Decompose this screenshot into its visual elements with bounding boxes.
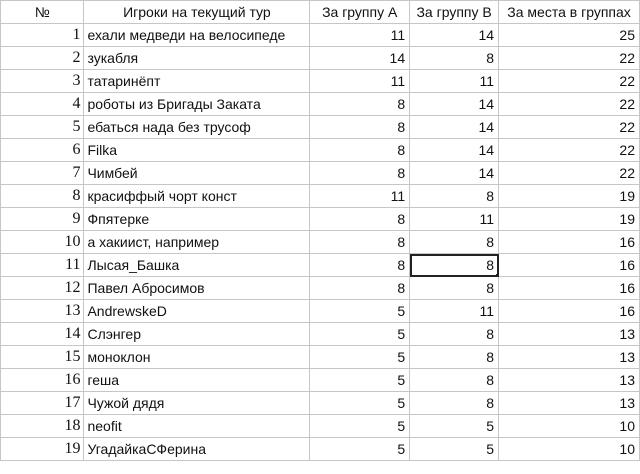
cell-num[interactable]: 16 — [1, 369, 84, 392]
table-row — [1, 162, 640, 185]
cell-total[interactable]: 13 — [499, 346, 640, 369]
cell-num[interactable]: 6 — [1, 139, 84, 162]
active-cell[interactable]: 8 — [410, 254, 499, 277]
cell-group-b[interactable]: 8 — [410, 277, 499, 300]
table-row — [1, 438, 640, 461]
cell-group-b[interactable]: 5 — [410, 438, 499, 461]
cell-player-name[interactable]: neofit — [84, 415, 310, 438]
cell-group-b[interactable]: 14 — [410, 24, 499, 47]
cell-num[interactable]: 13 — [1, 300, 84, 323]
table-row — [1, 369, 640, 392]
cell-group-b[interactable]: 11 — [410, 208, 499, 231]
cell-player-name[interactable]: Фпятерке — [84, 208, 310, 231]
cell-group-a[interactable]: 11 — [310, 70, 410, 93]
header-cell-group-a[interactable]: За группу А — [310, 1, 410, 24]
table-row — [1, 415, 640, 438]
cell-num[interactable]: 1 — [1, 24, 84, 47]
header-cell-players[interactable]: Игроки на текущий тур — [84, 1, 310, 24]
cell-group-a[interactable]: 8 — [310, 139, 410, 162]
table-row — [1, 139, 640, 162]
cell-total[interactable]: 13 — [499, 323, 640, 346]
table-row — [1, 346, 640, 369]
cell-group-b[interactable]: 8 — [410, 392, 499, 415]
table-row — [1, 70, 640, 93]
cell-num[interactable]: 11 — [1, 254, 84, 277]
cell-num[interactable]: 19 — [1, 438, 84, 461]
cell-group-a[interactable]: 5 — [310, 300, 410, 323]
cell-group-a[interactable]: 5 — [310, 346, 410, 369]
cell-group-a[interactable]: 8 — [310, 208, 410, 231]
cell-total[interactable]: 16 — [499, 231, 640, 254]
cell-player-name[interactable]: Чимбей — [84, 162, 310, 185]
cell-group-b[interactable]: 11 — [410, 70, 499, 93]
cell-group-a[interactable]: 8 — [310, 162, 410, 185]
cell-player-name[interactable]: ебаться нада без трусоф — [84, 116, 310, 139]
cell-total[interactable]: 16 — [499, 254, 640, 277]
cell-total[interactable]: 10 — [499, 415, 640, 438]
cell-group-a[interactable]: 5 — [310, 415, 410, 438]
cell-group-a[interactable]: 8 — [310, 93, 410, 116]
cell-total[interactable]: 13 — [499, 369, 640, 392]
header-row — [1, 1, 640, 24]
header-cell-num[interactable]: № — [1, 1, 84, 24]
cell-player-name[interactable]: красиффый чорт конст — [84, 185, 310, 208]
cell-num[interactable]: 2 — [1, 47, 84, 70]
cell-num[interactable]: 12 — [1, 277, 84, 300]
cell-total[interactable]: 22 — [499, 70, 640, 93]
cell-total[interactable]: 16 — [499, 300, 640, 323]
cell-num[interactable]: 18 — [1, 415, 84, 438]
cell-group-b[interactable]: 8 — [410, 346, 499, 369]
cell-total[interactable]: 22 — [499, 162, 640, 185]
cell-total[interactable]: 22 — [499, 47, 640, 70]
table-row — [1, 185, 640, 208]
cell-num[interactable]: 9 — [1, 208, 84, 231]
cell-num[interactable]: 15 — [1, 346, 84, 369]
cell-group-b[interactable]: 14 — [410, 162, 499, 185]
cell-num[interactable]: 3 — [1, 70, 84, 93]
table-row — [1, 254, 640, 277]
cell-total[interactable]: 19 — [499, 208, 640, 231]
cell-player-name[interactable]: а хакиист, например — [84, 231, 310, 254]
cell-group-b[interactable]: 11 — [410, 300, 499, 323]
cell-player-name[interactable]: Чужой дядя — [84, 392, 310, 415]
cell-num[interactable]: 7 — [1, 162, 84, 185]
cell-player-name[interactable]: Павел Абросимов — [84, 277, 310, 300]
cell-group-a[interactable]: 5 — [310, 392, 410, 415]
cell-group-b[interactable]: 8 — [410, 231, 499, 254]
header-cell-group-b[interactable]: За группу В — [410, 1, 499, 24]
table-row — [1, 93, 640, 116]
cell-num[interactable]: 4 — [1, 93, 84, 116]
cell-total[interactable]: 22 — [499, 116, 640, 139]
cell-total[interactable]: 13 — [499, 392, 640, 415]
cell-group-b[interactable]: 14 — [410, 93, 499, 116]
table-row — [1, 392, 640, 415]
cell-group-b[interactable]: 8 — [410, 47, 499, 70]
cell-total[interactable]: 10 — [499, 438, 640, 461]
cell-group-a[interactable]: 14 — [310, 47, 410, 70]
cell-group-b[interactable]: 8 — [410, 323, 499, 346]
cell-group-a[interactable]: 8 — [310, 277, 410, 300]
cell-group-a[interactable]: 11 — [310, 185, 410, 208]
cell-total[interactable]: 16 — [499, 277, 640, 300]
table-row — [1, 323, 640, 346]
cell-num[interactable]: 10 — [1, 231, 84, 254]
cell-player-name[interactable]: ехали медведи на велосипеде — [84, 24, 310, 47]
cell-num[interactable]: 5 — [1, 116, 84, 139]
cell-group-b[interactable]: 5 — [410, 415, 499, 438]
cell-total[interactable]: 25 — [499, 24, 640, 47]
cell-num[interactable]: 8 — [1, 185, 84, 208]
table-row — [1, 24, 640, 47]
table-row — [1, 300, 640, 323]
table-row — [1, 277, 640, 300]
cell-player-name[interactable]: зукабля — [84, 47, 310, 70]
cell-group-b[interactable]: 8 — [410, 185, 499, 208]
cell-group-b[interactable]: 14 — [410, 116, 499, 139]
cell-group-a[interactable]: 11 — [310, 24, 410, 47]
cell-group-a[interactable]: 5 — [310, 438, 410, 461]
cell-group-b[interactable]: 14 — [410, 139, 499, 162]
cell-player-name[interactable]: татаринёпт — [84, 70, 310, 93]
cell-total[interactable]: 22 — [499, 139, 640, 162]
cell-player-name[interactable]: Filka — [84, 139, 310, 162]
cell-player-name[interactable]: Лысая_Башка — [84, 254, 310, 277]
cell-player-name[interactable]: AndrewskeD — [84, 300, 310, 323]
cell-player-name[interactable]: УгадайкаСФерина — [84, 438, 310, 461]
cell-num[interactable]: 17 — [1, 392, 84, 415]
cell-player-name[interactable]: роботы из Бригады Заката — [84, 93, 310, 116]
cell-group-a[interactable]: 5 — [310, 369, 410, 392]
cell-num[interactable]: 14 — [1, 323, 84, 346]
header-cell-total[interactable]: За места в группах — [499, 1, 640, 24]
table-row — [1, 231, 640, 254]
cell-total[interactable]: 19 — [499, 185, 640, 208]
cell-group-a[interactable]: 8 — [310, 254, 410, 277]
cell-group-a[interactable]: 5 — [310, 323, 410, 346]
cell-total[interactable]: 22 — [499, 93, 640, 116]
table-row — [1, 47, 640, 70]
cell-player-name[interactable]: геша — [84, 369, 310, 392]
cell-group-a[interactable]: 8 — [310, 116, 410, 139]
table-row — [1, 208, 640, 231]
cell-group-b[interactable]: 8 — [410, 369, 499, 392]
table-row — [1, 116, 640, 139]
cell-group-a[interactable]: 8 — [310, 231, 410, 254]
cell-player-name[interactable]: моноклон — [84, 346, 310, 369]
cell-player-name[interactable]: Слэнгер — [84, 323, 310, 346]
